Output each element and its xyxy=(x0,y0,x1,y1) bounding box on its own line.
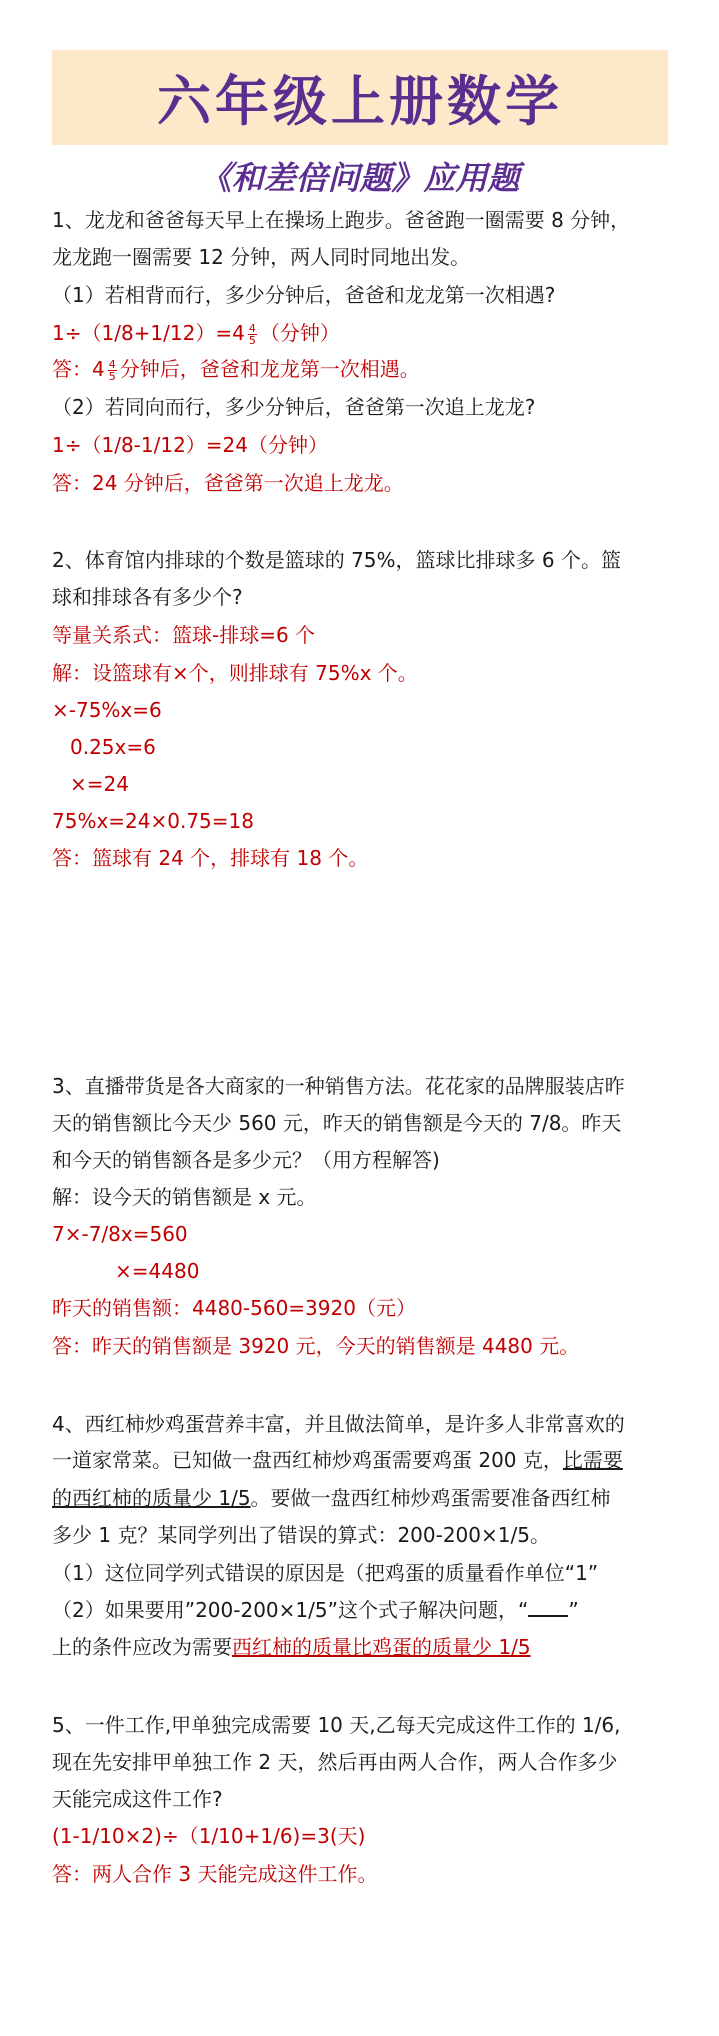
q3-step-2: ×=4480 xyxy=(115,1259,200,1283)
fraction-denominator: 5 xyxy=(248,334,256,347)
q3-step-3: 昨天的销售额：4480-560=3920（元） xyxy=(52,1296,416,1320)
q4-text-line-3-b: 。要做一盘西红柿炒鸡蛋需要准备西红柿 xyxy=(250,1486,611,1510)
q4-part1: （1）这位同学列式错误的原因是（把鸡蛋的质量看作单位“1” xyxy=(52,1561,599,1585)
title-banner xyxy=(52,50,668,145)
q4-text-line-3 xyxy=(52,1485,611,1511)
q2-step-2: 0.25x=6 xyxy=(70,735,156,759)
fraction xyxy=(108,359,117,382)
q3-text-line-2: 天的销售额比今天少 560 元，昨天的销售额是今天的 7/8。昨天 xyxy=(52,1111,622,1135)
q1-part1-answer-prefix: 答：4 xyxy=(52,357,105,381)
q3-answer: 答：昨天的销售额是 3920 元，今天的销售额是 4480 元。 xyxy=(52,1334,580,1358)
fill-blank xyxy=(528,1601,568,1617)
q2-text-line-2: 球和排球各有多少个? xyxy=(52,585,243,609)
fraction-numerator: 4 xyxy=(248,322,256,335)
q2-step-3: ×=24 xyxy=(70,772,129,796)
fraction-numerator: 4 xyxy=(108,358,116,371)
q4-part2-answer-highlight: 西红柿的质量比鸡蛋的质量少 1/5 xyxy=(232,1635,531,1659)
q4-text-line-2-a: 一道家常菜。已知做一盘西红柿炒鸡蛋需要鸡蛋 200 克， xyxy=(52,1448,563,1472)
q1-part1-equation-text: 1÷（1/8+1/12）=4 xyxy=(52,321,245,345)
q1-part1-unit: （分钟） xyxy=(259,321,340,345)
q4-part2-answer xyxy=(52,1634,531,1660)
q1-text-line-2: 龙龙跑一圈需要 12 分钟，两人同时同地出发。 xyxy=(52,245,471,269)
q3-step-1: 7×-7/8x=560 xyxy=(52,1222,188,1246)
q5-text-line-1: 5、一件工作,甲单独完成需要 10 天,乙每天完成这件工作的 1/6, xyxy=(52,1713,621,1737)
fraction xyxy=(248,323,257,346)
q1-part2-equation: 1÷（1/8-1/12）=24（分钟） xyxy=(52,433,329,457)
q1-part2-answer: 答：24 分钟后，爸爸第一次追上龙龙。 xyxy=(52,471,404,495)
q4-part2-quote-end: ” xyxy=(568,1598,579,1622)
fraction-denominator: 5 xyxy=(108,370,116,383)
q4-part2 xyxy=(52,1597,579,1623)
q3-text-line-3: 和今天的销售额各是多少元？（用方程解答) xyxy=(52,1148,440,1172)
q1-part1-answer xyxy=(52,356,420,382)
q4-part2-text: （2）如果要用”200-200×1/5”这个式子解决问题，“ xyxy=(52,1598,529,1622)
q1-part1-equation xyxy=(52,320,340,346)
q1-part1-question: （1）若相背而行，多少分钟后，爸爸和龙龙第一次相遇? xyxy=(52,283,556,307)
q5-text-line-2: 现在先安排甲单独工作 2 天，然后再由两人合作，两人合作多少 xyxy=(52,1750,618,1774)
q1-text-line-1: 1、龙龙和爸爸每天早上在操场上跑步。爸爸跑一圈需要 8 分钟， xyxy=(52,208,631,232)
q4-underlined-condition-start: 比需要 xyxy=(562,1448,623,1472)
q5-equation: (1-1/10×2)÷（1/10+1/6)=3(天) xyxy=(52,1824,366,1848)
q4-text-line-4: 多少 1 克？某同学列出了错误的算式：200-200×1/5。 xyxy=(52,1523,550,1547)
q4-underlined-condition-end: 的西红柿的质量少 1/5 xyxy=(52,1486,251,1510)
q2-solution-setup: 解：设篮球有×个，则排球有 75%x 个。 xyxy=(52,661,418,685)
q1-part2-question: （2）若同向而行，多少分钟后，爸爸第一次追上龙龙? xyxy=(52,395,536,419)
q3-text-line-1: 3、直播带货是各大商家的一种销售方法。花花家的品牌服装店昨 xyxy=(52,1074,625,1098)
q4-text-line-1: 4、西红柿炒鸡蛋营养丰富，并且做法简单，是许多人非常喜欢的 xyxy=(52,1412,625,1436)
q2-text-line-1: 2、体育馆内排球的个数是篮球的 75%，篮球比排球多 6 个。篮 xyxy=(52,548,621,572)
q2-answer: 答：篮球有 24 个，排球有 18 个。 xyxy=(52,846,369,870)
q2-step-4: 75%x=24×0.75=18 xyxy=(52,809,254,833)
q4-part2-answer-prefix: 上的条件应改为需要 xyxy=(52,1635,232,1659)
q3-solution-setup: 解：设今天的销售额是 x 元。 xyxy=(52,1185,317,1209)
q5-answer: 答：两人合作 3 天能完成这件工作。 xyxy=(52,1862,378,1886)
q5-text-line-3: 天能完成这件工作? xyxy=(52,1787,223,1811)
q4-text-line-2 xyxy=(52,1447,623,1473)
page-subtitle: 《和差倍问题》应用题 xyxy=(199,159,520,197)
q2-relation: 等量关系式：篮球-排球=6 个 xyxy=(52,623,316,647)
q1-part1-answer-text: 分钟后，爸爸和龙龙第一次相遇。 xyxy=(119,357,420,381)
page-title: 六年级上册数学 xyxy=(157,70,563,133)
q2-step-1: ×-75%x=6 xyxy=(52,698,162,722)
